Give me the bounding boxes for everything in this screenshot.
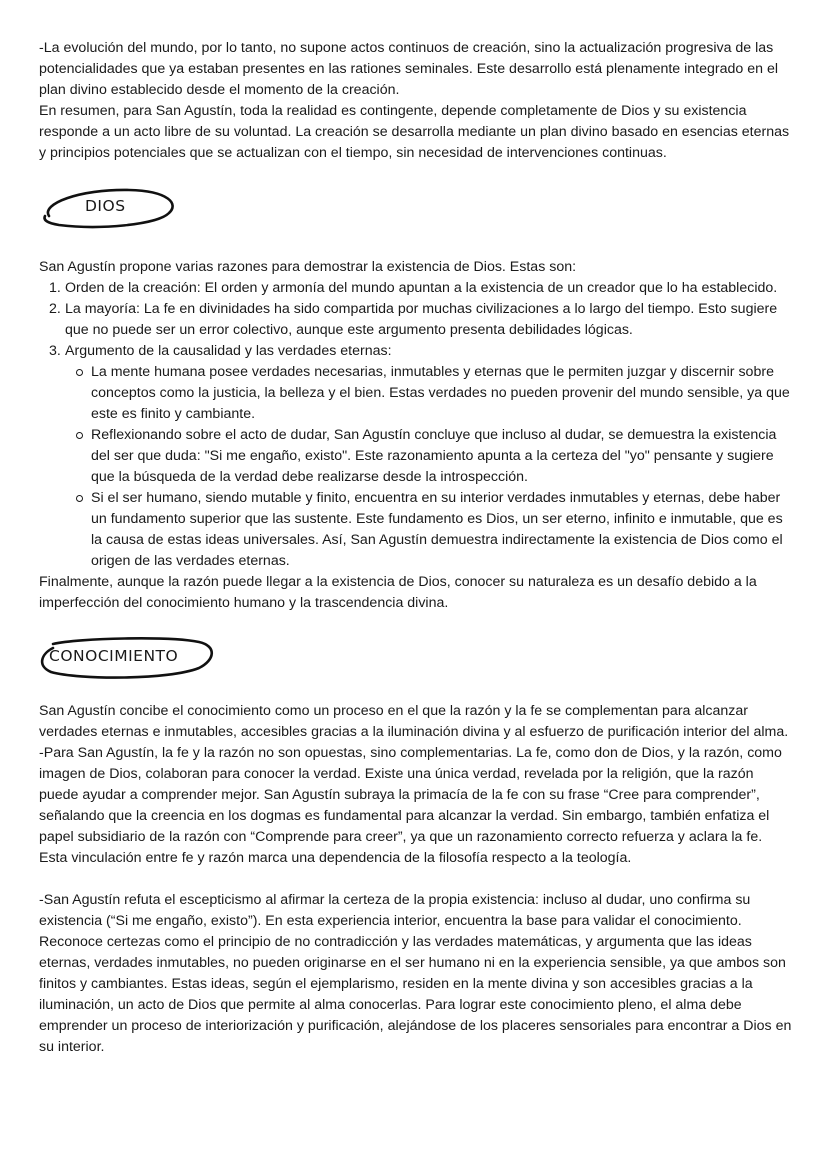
dios-intro: San Agustín propone varias razones para demostrar la existencia de Dios. Estas son: — [39, 259, 577, 275]
sublist-item: Reflexionando sobre el acto de dudar, San Agustín concluye que incluso al dudar, se demuestra la existencia del ser que duda: "Si me engaño, existo". Este razonamiento apunta a la certeza del "yo" pensante y sugiere que la búsqueda de la verdad debe realizarse desde la introspección. — [91, 425, 793, 488]
intro-paragraph-2: En resumen, para San Agustín, toda la realidad es contingente, depende completamente de Dios y su existencia responde a un acto libre de su voluntad. La creación se desarrolla mediante un plan divino basado en esencias eternas y principios potenciales que se actualizan con el tiempo, sin necesidad de intervenciones continuas. — [39, 103, 790, 161]
list-item — [49, 299, 793, 341]
list-item-text: Orden de la creación: El orden y armonía del mundo apuntan a la existencia de un creador que lo ha establecido. — [65, 280, 778, 296]
conocimiento-paragraph-3: -San Agustín refuta el escepticismo al afirmar la certeza de la propia existencia: incluso al dudar, uno confirma su existencia (“Si me engaño, existo”). En esta experiencia interior, encuentra la base para validar el conocimiento. Reconoce certezas como el principio de no contradicción y las verdades matemáticas, y argumenta que las ideas eternas, verdades inmutables, no pueden originarse en el ser humano ni en la experiencia sensible, ya que ambos son finitos y cambiantes. Estas ideas, según el ejemplarismo, residen en la mente divina y son accesibles gracias a la iluminación, un acto de Dios que permite al alma conocerlas. Para lograr este conocimiento pleno, el alma debe emprender un proceso de interiorización y purificación, alejándose de los placeres sensoriales para encontrar a Dios en su interior. — [39, 892, 792, 1055]
sublist-item: La mente humana posee verdades necesarias, inmutables y eternas que le permiten juzgar y discernir sobre conceptos como la justicia, la belleza y el bien. Estas verdades no pueden provenir del mundo sensible, ya que este es finito y cambiante. — [91, 362, 793, 425]
list-item-text: La mayoría: La fe en divinidades ha sido compartida por muchas civilizaciones a lo largo del tiempo. Esto sugiere que no puede ser un error colectivo, aunque este argumento presenta debilidades lógicas. — [65, 301, 778, 338]
list-number: 1. — [49, 280, 61, 296]
list-item — [49, 341, 793, 572]
heading-conocimiento-text: CONOCIMIENTO — [49, 647, 179, 665]
list-number: 3. — [49, 343, 61, 359]
dios-reasons-list — [39, 278, 793, 572]
document-page — [39, 38, 793, 1058]
heading-dios-text: DIOS — [85, 197, 126, 215]
sublist-item: Si el ser humano, siendo mutable y finito, encuentra en su interior verdades inmutables y eternas, debe haber un fundamento superior que las sustente. Este fundamento es Dios, un ser eterno, infinito e inmutable, que es la causa de estas ideas universales. Así, San Agustín demuestra indirectamente la existencia de Dios como el origen de las verdades eternas. — [91, 488, 793, 572]
list-item — [49, 278, 793, 299]
dios-conclusion: Finalmente, aunque la razón puede llegar a la existencia de Dios, conocer su naturaleza es un desafío debido a la imperfección del conocimiento humano y la trascendencia divina. — [39, 574, 757, 611]
intro-paragraph-1: -La evolución del mundo, por lo tanto, no supone actos continuos de creación, sino la actualización progresiva de las potencialidades que ya estaban presentes en las rationes seminales. Este desarrollo está plenamente integrado en el plan divino establecido desde el momento de la creación. — [39, 40, 779, 98]
list-item-text: Argumento de la causalidad y las verdades eternas: — [65, 343, 392, 359]
list-number: 2. — [49, 301, 61, 317]
causality-sublist — [65, 362, 793, 572]
heading-dios — [39, 186, 793, 230]
heading-conocimiento — [39, 636, 793, 680]
conocimiento-paragraph-2: -Para San Agustín, la fe y la razón no son opuestas, sino complementarias. La fe, como don de Dios, y la razón, como imagen de Dios, colaboran para conocer la verdad. Existe una única verdad, revelada por la religión, que la razón puede ayudar a comprender mejor. San Agustín subraya la primacía de la fe con su frase “Cree para comprender”, señalando que la creencia en los dogmas es fundamental para alcanzar la verdad. Sin embargo, también enfatiza el papel subsidiario de la razón con “Comprende para creer”, ya que un razonamiento correcto refuerza y aclara la fe. Esta vinculación entre fe y razón marca una dependencia de la filosofía respecto a la teología. — [39, 745, 782, 866]
conocimiento-paragraph-1: San Agustín concibe el conocimiento como un proceso en el que la razón y la fe se complementan para alcanzar verdades eternas e inmutables, accesibles gracias a la iluminación divina y al esfuerzo de purificación interior del alma. — [39, 703, 789, 740]
